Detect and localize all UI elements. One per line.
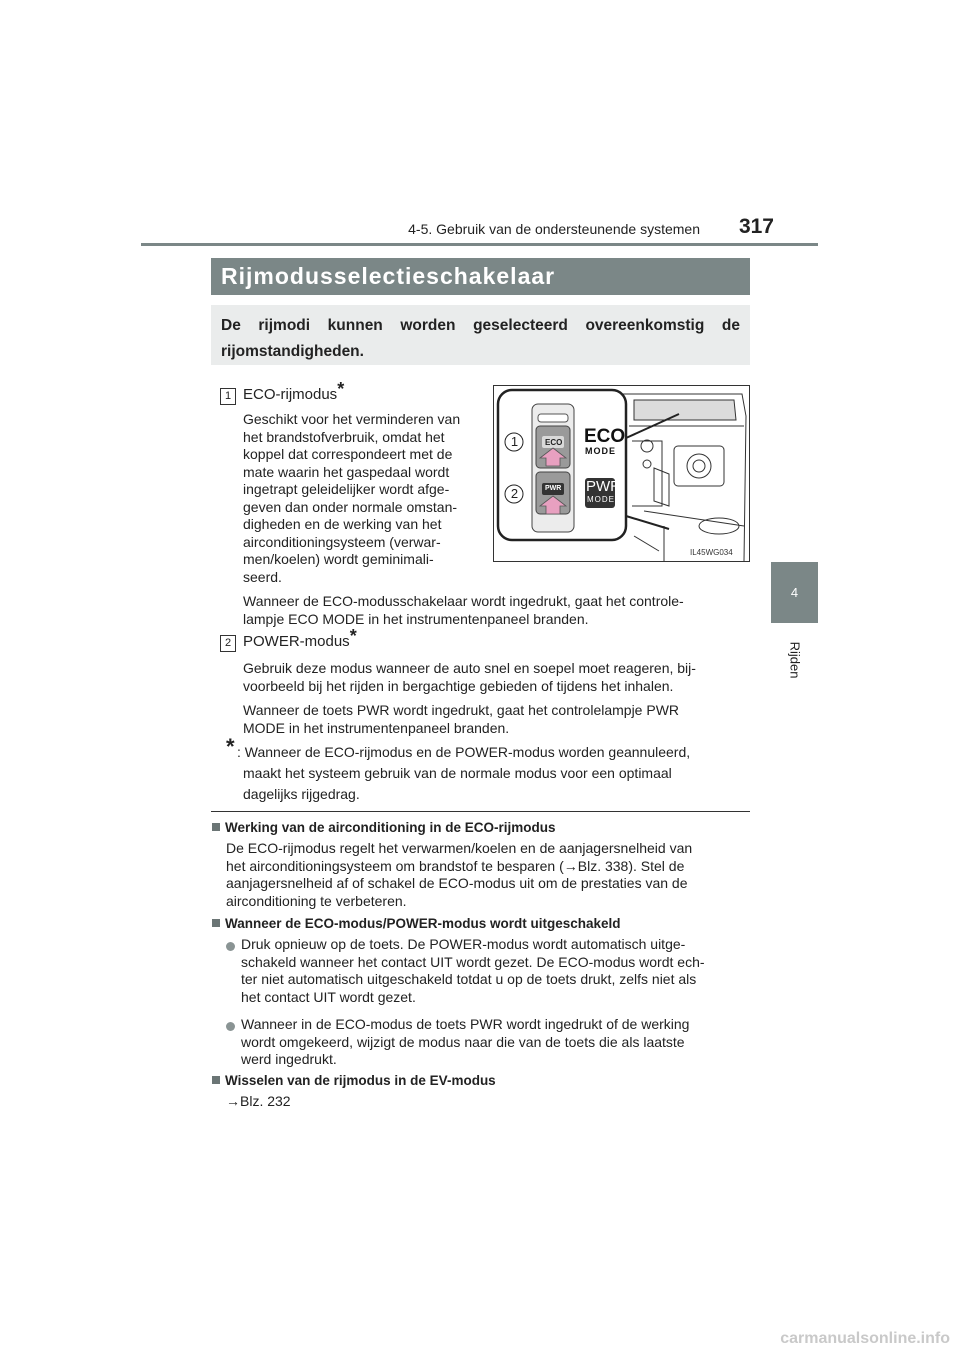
- text-line: digheden en de werking van het: [243, 516, 442, 532]
- bullet-dot-icon: [226, 942, 235, 951]
- pwr-mode-indicator-bottom: MODE: [587, 495, 615, 504]
- text-line: lampje ECO MODE in het instrumentenpaneel branden.: [243, 610, 589, 627]
- pwr-button-label: PWR: [545, 485, 562, 492]
- page-title: Rijmodusselectieschakelaar: [211, 258, 750, 295]
- text-line: het brandstofverbruik, omdat het: [243, 428, 445, 445]
- text-line: schakeld wanneer het contact UIT wordt gezet. De ECO-modus wordt ech-: [241, 953, 705, 970]
- chapter-tab-label: [771, 630, 818, 690]
- text-line: Geschikt voor het verminderen van: [243, 411, 461, 427]
- footnote-mark: *: [226, 734, 235, 759]
- item-eco-description: [243, 411, 477, 586]
- section-airco-eco-text: [226, 840, 745, 910]
- text-line: maakt het systeem gebruik van de normale modus voor een optimaal: [243, 765, 672, 781]
- section-divider: [211, 811, 750, 812]
- page-number: 317: [738, 215, 774, 238]
- text-line: ter niet automatisch uitgeschakeld totdat u op de toets drukt, zelfs niet als: [241, 971, 697, 987]
- text-line: De ECO-rijmodus regelt het verwarmen/koelen en de aanjagersnelheid van: [226, 840, 693, 856]
- running-header-section: 4-5. Gebruik van de ondersteunende systemen: [408, 221, 700, 237]
- text-line: geven dan onder normale omstan-: [243, 498, 458, 515]
- callout-1: 1: [510, 434, 519, 449]
- text-line: ingetrapt geleidelijker wordt afge-: [243, 481, 450, 497]
- bullet-text-2: [241, 1016, 745, 1069]
- text-line: seerd.: [243, 568, 282, 585]
- header-rule: [141, 243, 818, 246]
- bullet-dot-icon: [226, 1022, 235, 1031]
- eco-mode-indicator-top: ECO: [584, 426, 626, 447]
- page-reference: →Blz. 232: [226, 1093, 291, 1109]
- section-ev-mode-text: [226, 1093, 745, 1111]
- footnote-star: *: [337, 379, 345, 399]
- eco-button-label: ECO: [545, 438, 563, 447]
- footnote-text-cont: [243, 763, 745, 805]
- item-title-eco: ECO-rijmodus*: [243, 379, 345, 403]
- bullet-text-1: [241, 936, 745, 1006]
- item-number-2: 2: [220, 635, 236, 652]
- mode-switch-illustration: [493, 385, 750, 562]
- illustration-drawing: [494, 386, 749, 561]
- subheading-mode-off: Wanneer de ECO-modus/POWER-modus wordt uitgeschakeld: [212, 916, 621, 931]
- text-line: voorbeeld bij het rijden in bergachtige gebieden of tijdens het inhalen.: [243, 677, 674, 694]
- illustration-code: IL45WG034: [690, 548, 733, 557]
- footnote-star: *: [349, 626, 357, 646]
- text-line: Wanneer in de ECO-modus de toets PWR wordt ingedrukt of de werking: [241, 1016, 690, 1032]
- text-line: Wanneer de ECO-modusschakelaar wordt ingedrukt, gaat het controle-: [243, 593, 684, 609]
- text-line: Gebruik deze modus wanneer de auto snel en soepel moet reageren, bij-: [243, 660, 696, 676]
- text-line: dagelijks rijgedrag.: [243, 786, 360, 802]
- subheading-airco-eco: Werking van de airconditioning in de ECO-rijmodus: [212, 820, 556, 835]
- square-bullet-icon: [212, 919, 220, 927]
- subheading-ev-mode: Wisselen van de rijmodus in de EV-modus: [212, 1073, 496, 1088]
- item-number-1: 1: [220, 388, 236, 405]
- text-line: werd ingedrukt.: [241, 1051, 337, 1067]
- eco-mode-indicator-bottom: MODE: [585, 446, 616, 456]
- text-line: aanjagersnelheid af of schakel de ECO-modus uit om de prestaties van de: [226, 875, 688, 891]
- callout-2: 2: [510, 486, 519, 501]
- text-line: MODE in het instrumentenpaneel branden.: [243, 719, 510, 736]
- chapter-tab: [771, 562, 818, 623]
- text-line: men/koelen) wordt geminimali-: [243, 551, 434, 567]
- watermark: carmanualsonline.info: [780, 1330, 950, 1347]
- text-line: : Wanneer de ECO-rijmodus en de POWER-modus worden geannuleerd,: [237, 744, 691, 760]
- item-power-para2: [243, 702, 745, 737]
- pwr-mode-indicator-top: PWR: [586, 478, 621, 495]
- text-line: airconditioning te verbeteren.: [226, 892, 407, 909]
- item-title-power: POWER-modus*: [243, 626, 357, 650]
- text-line: mate waarin het gaspedaal wordt: [243, 463, 450, 480]
- item-eco-extra: [243, 593, 745, 628]
- square-bullet-icon: [212, 823, 220, 831]
- text-line: airconditioningsysteem (verwar-: [243, 533, 441, 550]
- chapter-label: Rijden: [787, 641, 802, 679]
- intro-text: De rijmodi kunnen worden geselecteerd overeenkomstig de rijomstandigheden.: [211, 305, 750, 365]
- text-line: wordt omgekeerd, wijzigt de modus naar die van de toets die als laatste: [241, 1033, 685, 1050]
- text-line: het airconditioningsysteem om brandstof te besparen (→Blz. 338). Stel de: [226, 857, 685, 874]
- text-line: koppel dat correspondeert met de: [243, 446, 453, 462]
- text-line: het contact UIT wordt gezet.: [241, 988, 416, 1005]
- text-line: Druk opnieuw op de toets. De POWER-modus wordt automatisch uitge-: [241, 936, 686, 952]
- item-power-para1: [243, 660, 745, 695]
- chapter-number: 4: [790, 585, 799, 600]
- footnote-text: [237, 742, 745, 763]
- text-line: Wanneer de toets PWR wordt ingedrukt, gaat het controlelampje PWR: [243, 702, 680, 718]
- square-bullet-icon: [212, 1076, 220, 1084]
